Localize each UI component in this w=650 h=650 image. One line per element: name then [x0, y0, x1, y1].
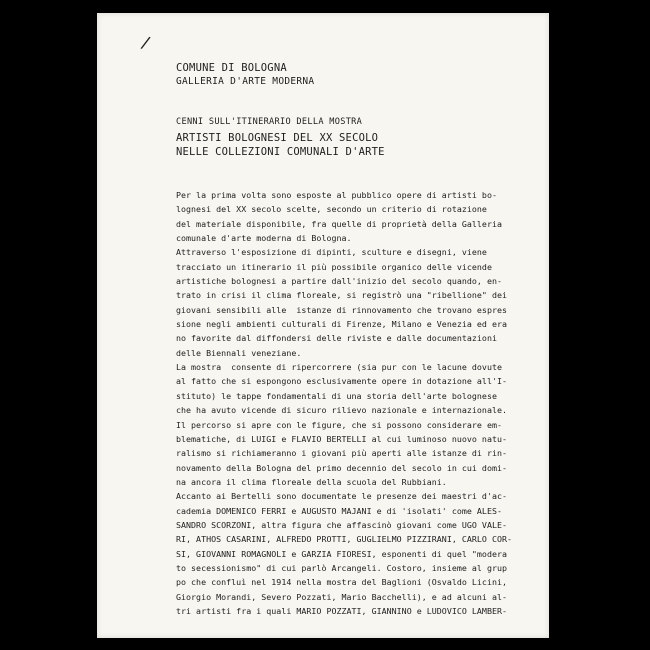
body-line: no favorite dal diffondersi delle riviste e dalle documentazioni — [176, 333, 497, 344]
body-line: al fatto che si espongono esclusivamente opere in dotazione all'I- — [176, 376, 507, 387]
body-line: comunale d'arte moderna di Bologna. — [176, 233, 352, 244]
body-line: La mostra consente di ripercorrere (sia pur con le lacune dovute — [176, 362, 502, 373]
exhibition-title-line-1: ARTISTI BOLOGNESI DEL XX SECOLO — [176, 132, 379, 144]
document-subtitle: CENNI SULL'ITINERARIO DELLA MOSTRA — [176, 117, 363, 127]
body-line: Attraverso l'esposizione di dipinti, sculture e disegni, viene — [176, 247, 487, 258]
body-line: lognesi del XX secolo scelte, secondo un criterio di rotazione — [176, 204, 487, 215]
body-line: na ancora il clima floreale della scuola del Rubbiani. — [176, 476, 447, 487]
body-line: to secessionismo" di cui parlò Arcangeli. Costoro, insieme al grup — [176, 562, 507, 573]
body-line: che ha avuto vicende di sicuro rilievo nazionale e internazionale. — [176, 405, 507, 416]
body-line: blematiche, di LUIGI e FLAVIO BERTELLI al cui luminoso nuovo natu- — [176, 433, 507, 444]
body-line: Per la prima volta sono esposte al pubblico opere di artisti bo- — [176, 190, 497, 200]
body-line: cademia DOMENICO FERRI e AUGUSTO MAJANI e di 'isolati' come ALES- — [176, 505, 502, 516]
body-line: stituto) le tappe fondamentali di una storia dell'arte bolognese — [176, 390, 497, 401]
body-line: Accanto ai Bertelli sono documentate le presenze dei maestri d'ac- — [176, 491, 507, 502]
body-line: artistiche bolognesi a partire dall'inizio del secolo quando, en- — [176, 276, 502, 287]
body-line: tri artisti fra i quali MARIO POZZATI, GIANNINO e LUDOVICO LAMBER- — [176, 605, 507, 616]
body-line: Giorgio Morandi, Severo Pozzati, Mario Bacchelli), e ad alcuni al- — [176, 591, 507, 602]
body-line: ralismo si richiameranno i giovani più aperti alle istanze di rin- — [176, 448, 507, 459]
body-line: del materiale disponibile, fra quelle di proprietà della Galleria — [176, 218, 502, 229]
body-line: giovani sensibili alle istanze di rinnovamento che trovano espres — [176, 304, 507, 315]
institution-name: COMUNE DI BOLOGNA — [176, 62, 287, 74]
body-text — [176, 188, 548, 618]
body-line: Il percorso si apre con le figure, che si possono considerare em- — [176, 419, 502, 430]
body-line: tracciato un itinerario il più possibile organico delle vicende — [176, 261, 492, 272]
margin-mark: / — [139, 32, 153, 53]
document-page — [97, 13, 549, 638]
body-line: SI, GIOVANNI ROMAGNOLI e GARZIA FIORESI, esponenti di quel "modera — [176, 548, 507, 559]
body-line: po che confluì nel 1914 nella mostra del Baglioni (Osvaldo Licini, — [176, 577, 507, 588]
body-line: novamento della Bologna del primo decennio del secolo in cui domi- — [176, 462, 507, 473]
body-line: RI, ATHOS CASARINI, ALFREDO PROTTI, GUGLIELMO PIZZIRANI, CARLO COR- — [176, 534, 513, 545]
gallery-name: GALLERIA D'ARTE MODERNA — [176, 76, 315, 87]
body-line: delle Biennali veneziane. — [176, 347, 302, 358]
exhibition-title-line-2: NELLE COLLEZIONI COMUNALI D'ARTE — [176, 146, 385, 158]
body-line: sione negli ambienti culturali di Firenze, Milano e Venezia ed era — [176, 319, 507, 330]
body-line: trato in crisi il clima floreale, si registrò una "ribellione" dei — [176, 290, 507, 301]
body-line: SANDRO SCORZONI, altra figura che affascinò giovani come UGO VALE- — [176, 519, 507, 530]
